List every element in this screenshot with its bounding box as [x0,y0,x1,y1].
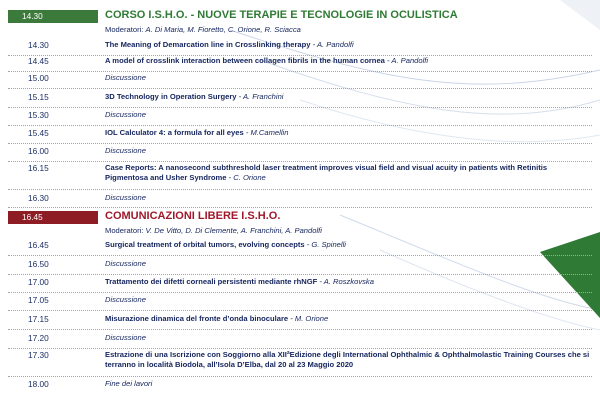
talk-speaker: - M.Camellin [243,128,289,137]
schedule-talk [105,92,590,102]
schedule-time: 15.15 [28,92,49,102]
schedule-talk [105,240,590,250]
moderators-names: A. Di Maria, M. Fioretto, C. Orione, R. Sciacca [145,25,301,34]
schedule-time: 15.45 [28,128,49,138]
schedule-row [8,314,592,330]
schedule-row [8,295,592,311]
schedule-row [8,350,592,377]
schedule-row [8,379,592,393]
schedule-discussion: Discussione [105,193,146,202]
schedule-time: 17.05 [28,295,49,305]
schedule-time: 15.00 [28,73,49,83]
section-time-bar [8,10,98,23]
schedule-time: 16.15 [28,163,49,173]
schedule-row [8,92,592,108]
moderators-names: V. De Vitto, D. Di Clemente, A. Franchini, A. Pandolfi [145,226,322,235]
section-header-isho-course [8,10,592,26]
talk-title: 3D Technology in Operation Surgery [105,92,237,101]
schedule-time: 16.50 [28,259,49,269]
schedule-row [8,240,592,256]
schedule-talk [105,350,590,370]
section-title: CORSO I.S.H.O. - NUOVE TERAPIE E TECNOLOGIE IN OCULISTICA [105,9,458,21]
talk-title: A model of crosslink interaction between collagen fibrils in the human cornea [105,56,385,65]
schedule-row [8,40,592,56]
schedule-talk [105,40,590,50]
schedule-talk [105,56,590,66]
schedule-time: 17.20 [28,333,49,343]
section-header-free-communications [8,211,592,227]
schedule-row [8,56,592,72]
section-time-bar [8,211,98,224]
talk-speaker: - A. Roszkovska [317,277,374,286]
moderators-label: Moderatori: [105,226,144,235]
schedule-time: 16.30 [28,193,49,203]
talk-title: Misurazione dinamica del fronte d’onda binoculare [105,314,289,323]
schedule-discussion: Discussione [105,333,146,342]
talk-title: Estrazione di una Iscrizione con Soggiorno alla XIIªEdizione degli International Ophthalmic & Ophthalmolastic Training Courses che si terranno in località Biodola, all’Isola D’Elba, dal 20 al 23 Maggio 2020 [105,350,590,369]
talk-title: IOL Calculator 4: a formula for all eyes [105,128,244,137]
talk-speaker: - G. Spinelli [304,240,346,249]
schedule-discussion: Discussione [105,110,146,119]
schedule-talk [105,163,590,183]
schedule-row [8,277,592,293]
schedule-talk [105,277,590,287]
talk-speaker: - A. Pandolfi [384,56,429,65]
schedule-time: 18.00 [28,379,49,389]
talk-speaker: - A. Pandolfi [310,40,354,49]
schedule-row [8,128,592,144]
schedule-row [8,163,592,190]
schedule-time: 17.30 [28,350,49,360]
schedule-time: 17.15 [28,314,49,324]
schedule-row [8,259,592,275]
schedule-talk [105,314,590,324]
section-moderators [105,25,301,34]
schedule-time: 15.30 [28,110,49,120]
talk-title: Trattamento dei difetti corneali persistenti mediante rhNGF [105,277,318,286]
schedule-discussion: Discussione [105,73,146,82]
schedule-discussion: Fine dei lavori [105,379,153,388]
schedule-row [8,146,592,162]
talk-title: Case Reports: A nanosecond subthreshold laser treatment improves visual field and visual acuity in patients with Retinitis Pigmentosa and Usher Syndrome [105,163,548,182]
moderators-label: Moderatori: [105,25,144,34]
talk-title: Surgical treatment of orbital tumors, evolving concepts [105,240,305,249]
section-moderators [105,226,322,235]
schedule-time: 16.45 [28,240,49,250]
schedule-row [8,333,592,349]
schedule-talk [105,128,590,138]
section-title: COMUNICAZIONI LIBERE I.S.H.O. [105,210,281,222]
talk-title: The Meaning of Demarcation line in Crosslinking therapy [105,40,311,49]
talk-speaker: - C. Orione [226,173,266,182]
schedule-row [8,110,592,126]
talk-speaker: - A. Franchini [236,92,284,101]
schedule-time: 17.00 [28,277,49,287]
section-time: 16.45 [22,212,43,222]
schedule-row [8,193,592,208]
schedule-discussion: Discussione [105,146,146,155]
schedule-row [8,73,592,89]
schedule-time: 14.30 [28,40,49,50]
schedule-discussion: Discussione [105,295,146,304]
schedule-discussion: Discussione [105,259,146,268]
section-time: 14.30 [22,11,43,21]
schedule-time: 14.45 [28,56,49,66]
talk-speaker: - M. Orione [288,314,329,323]
schedule-time: 16.00 [28,146,49,156]
